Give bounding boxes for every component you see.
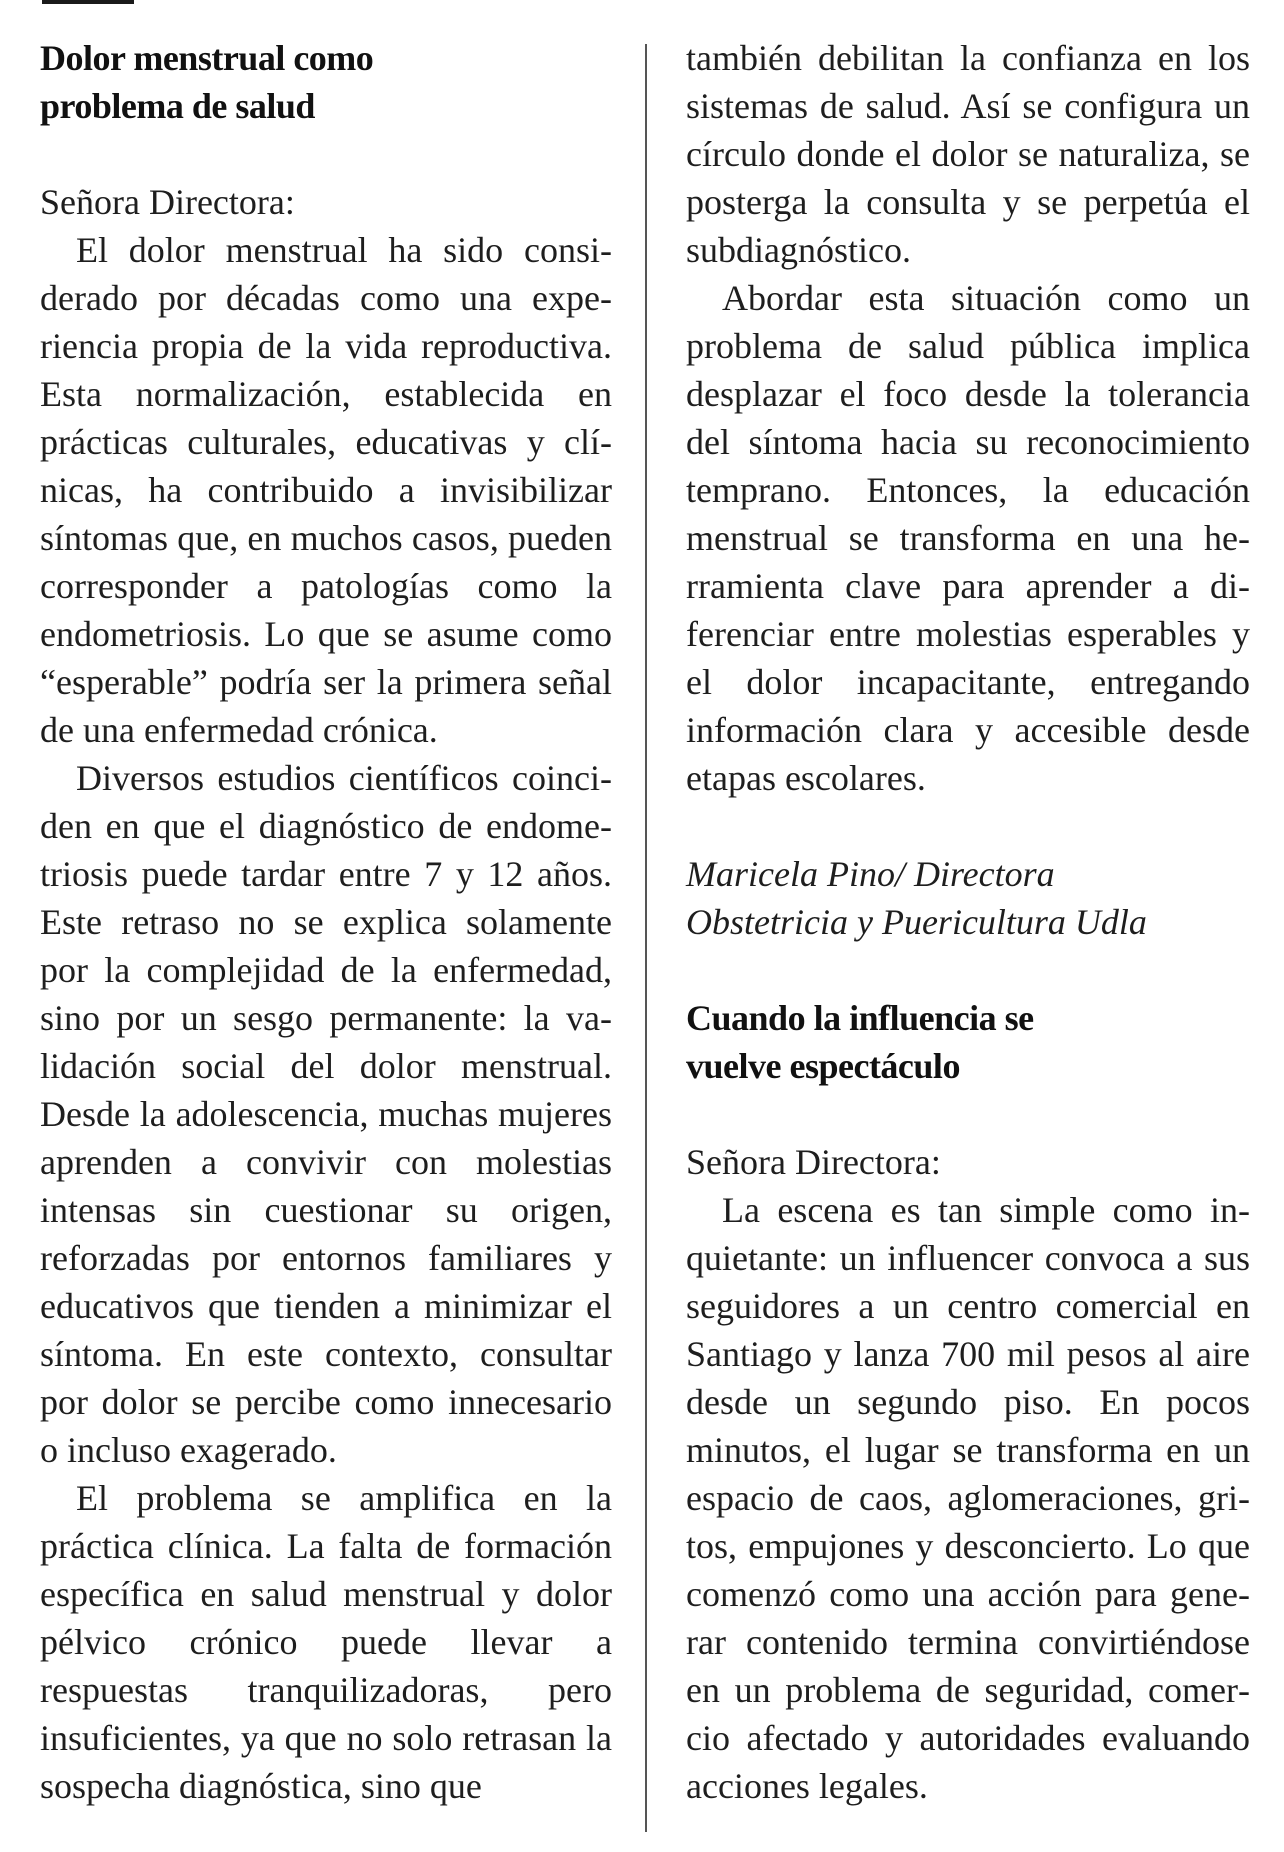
headline-line-1: Cuando la influencia se — [686, 998, 1034, 1038]
paragraph: La escena es tan simple como inquietante: un influencer convoca a sus seguidores a un centro comercial en Santiago y lanza 700 mil pesos al aire desde un segundo piso. En pocos minutos, el lugar se transforma en un espacio de caos, aglomeraciones, gritos, empujones y desconcierto. Lo que comenzó como una acción para generar contenido termina convirtiéndose en un problema de seguridad, comercio afectado y autoridades evaluando acciones legales. — [686, 1190, 1250, 1806]
paragraph: Abordar esta situación como un problema de salud pública implica desplazar el foco desde la tolerancia del síntoma hacia su reconocimiento temprano. Entonces, la educación menstrual se transforma en una herramienta clave para aprender a diferenciar entre molestias esperables y el dolor incapacitante, entregando información clara y accesible desde etapas escolares. — [686, 278, 1250, 798]
signature-name: Maricela Pino/ Directora — [686, 854, 1055, 894]
top-rule — [42, 0, 134, 4]
column-divider — [645, 44, 647, 1832]
paragraph: El problema se amplifica en la práctica clínica. La falta de formación específica en salud menstrual y dolor pélvico crónico puede llevar a respuestas tranquilizadoras, pero insuficientes, ya que no solo retrasan la sospecha diagnóstica, sino que — [40, 1478, 612, 1806]
headline-line-2: vuelve espectáculo — [686, 1046, 960, 1086]
headline-line-1: Dolor menstrual como — [40, 38, 374, 78]
signature-affiliation: Obstetricia y Puericultura Udla — [686, 902, 1147, 942]
salutation: Señora Directora: — [686, 1142, 941, 1182]
left-column — [40, 34, 612, 1810]
right-column — [686, 34, 1250, 1810]
letter-1-headline — [40, 34, 612, 130]
paragraph-continuation: también debilitan la confianza en los sistemas de salud. Así se configura un círculo donde el dolor se naturaliza, se posterga la consulta y se perpetúa el subdiagnóstico. — [686, 38, 1250, 270]
paragraph: El dolor menstrual ha sido considerado por décadas como una experiencia propia de la vida reproductiva. Esta normalización, establecida en prácticas culturales, educativas y clínicas, ha contribuido a invisibilizar síntomas que, en muchos casos, pueden corresponder a patologías como la endometriosis. Lo que se asume como “esperable” podría ser la primera señal de una enfermedad crónica. — [40, 230, 612, 750]
headline-line-2: problema de salud — [40, 86, 315, 126]
salutation: Señora Directora: — [40, 182, 295, 222]
paragraph: Diversos estudios científicos coinciden en que el diagnóstico de endometriosis puede tardar entre 7 y 12 años. Este retraso no se explica solamente por la complejidad de la enfermedad, sino por un sesgo permanente: la validación social del dolor menstrual. Desde la adolescencia, muchas mujeres aprenden a convivir con molestias intensas sin cuestionar su origen, reforzadas por entornos familiares y educativos que tienden a minimizar el síntoma. En este contexto, consultar por dolor se percibe como innecesario o incluso exagerado. — [40, 758, 612, 1470]
letter-2-headline — [686, 994, 1250, 1090]
